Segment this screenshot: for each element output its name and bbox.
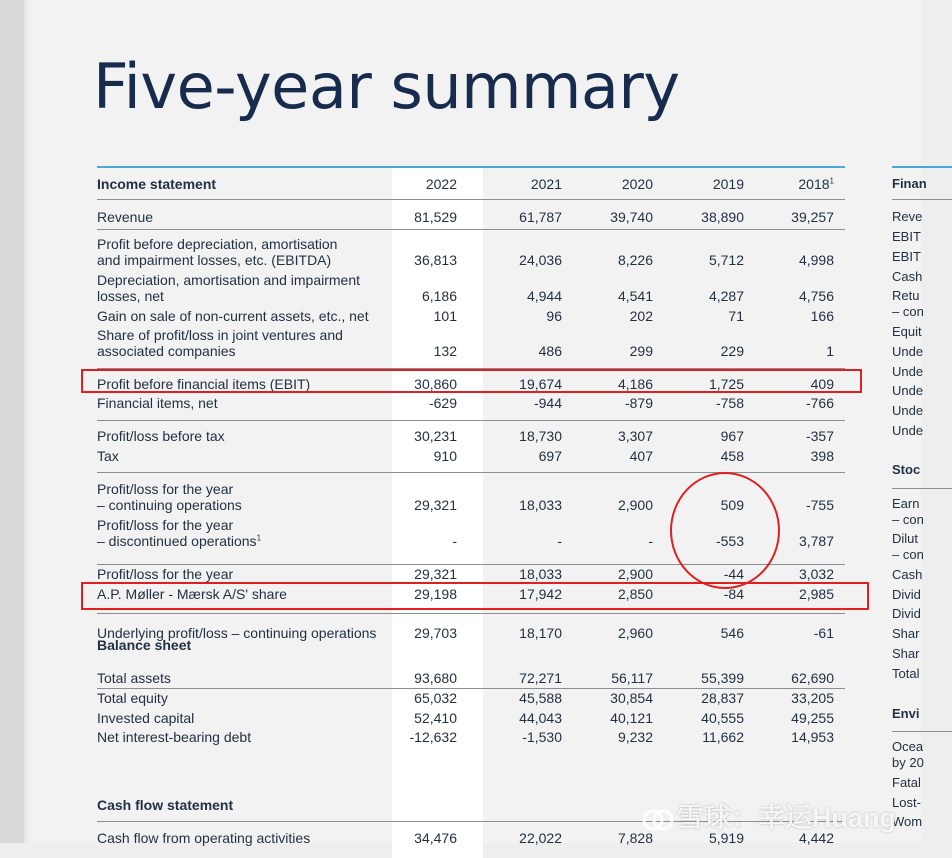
adjacent-row-label: Divid: [892, 587, 921, 602]
row-label-line: Net interest-bearing debt: [97, 729, 252, 745]
adjacent-row-label: Fatal: [892, 775, 921, 790]
cell-value: 40,121: [610, 710, 653, 726]
section-heading-label: Balance sheet: [97, 637, 192, 653]
cell-value: 18,033: [519, 566, 562, 582]
adjacent-row-label: – con: [892, 512, 924, 527]
cell-value: 9,232: [617, 729, 653, 745]
cell-value: 30,231: [414, 428, 457, 444]
cell-value: 4,541: [617, 288, 653, 304]
table-rule: [97, 420, 845, 421]
row-label-line: associated companies: [97, 343, 236, 359]
row-label: [97, 395, 397, 411]
row-label-line: Gain on sale of non-current assets, etc., net: [97, 308, 369, 324]
cell-value: 5,712: [708, 252, 744, 268]
cell-value: 34,476: [414, 830, 457, 846]
adjacent-row-label: – con: [892, 304, 924, 319]
cell-value: 3,787: [798, 533, 834, 549]
cell-value: 546: [720, 625, 744, 641]
cell-value: 2,900: [617, 497, 653, 513]
row-label: [97, 566, 397, 582]
cell-value: 4,186: [617, 376, 653, 392]
cell-value: 22,022: [519, 830, 562, 846]
cell-value: 19,674: [519, 376, 562, 392]
cell-value: 38,890: [701, 209, 744, 225]
highlight-box-maersk-share: [81, 582, 869, 610]
cell-value: 61,787: [519, 209, 562, 225]
row-label: [97, 308, 397, 324]
cell-value: -84: [723, 586, 744, 602]
adjacent-row-label: Retu: [892, 288, 920, 303]
adjacent-rule: [892, 731, 952, 732]
year-header: 2019: [712, 176, 744, 192]
row-label-line: Share of profit/loss in joint ventures and: [97, 327, 343, 343]
highlight-circle-2019: [670, 472, 780, 589]
row-label: [97, 272, 397, 304]
highlight-box-ebit: [81, 369, 862, 393]
adjacent-heading: Envi: [892, 706, 920, 721]
cell-value: 4,944: [526, 288, 562, 304]
cell-value: 96: [546, 308, 562, 324]
adjacent-heading: Finan: [892, 176, 927, 191]
cell-value: 29,321: [414, 497, 457, 513]
row-label-line: Profit before depreciation, amortisation: [97, 236, 338, 252]
row-label-line: Profit/loss for the year: [97, 517, 234, 533]
cell-value: 29,321: [414, 566, 457, 582]
cell-value: 55,399: [701, 670, 744, 686]
row-label: [97, 236, 397, 268]
adjacent-row-label: Unde: [892, 423, 924, 438]
cell-value: 29,198: [414, 586, 457, 602]
cell-value: 299: [629, 343, 653, 359]
cell-value: 967: [720, 428, 744, 444]
cell-value: 44,043: [519, 710, 562, 726]
cell-value: 697: [538, 448, 562, 464]
row-label-line: Underlying profit/loss – continuing operations: [97, 625, 377, 641]
cell-value: -553: [715, 533, 744, 549]
row-label-line: – discontinued operations: [97, 533, 257, 549]
row-label: [97, 517, 397, 549]
cell-value: -944: [533, 395, 562, 411]
row-label-line: A.P. Møller - Mærsk A/S' share: [97, 586, 287, 602]
cell-value: 398: [810, 448, 834, 464]
cell-value: 1,725: [708, 376, 744, 392]
year-header: 2020: [621, 176, 653, 192]
table-rule: [97, 688, 845, 689]
adjacent-column-clipped: [892, 0, 927, 843]
cell-value: 1: [826, 343, 834, 359]
adjacent-row-label: Ocea: [892, 739, 924, 754]
row-label: [97, 448, 397, 464]
cell-value: 509: [720, 497, 744, 513]
cell-value: -: [648, 533, 653, 549]
cell-value: 458: [720, 448, 744, 464]
cell-value: 2,985: [798, 586, 834, 602]
cell-value: -61: [813, 625, 834, 641]
highlight-column-2022: [392, 168, 483, 858]
adjacent-row-label: Cash: [892, 269, 923, 284]
cell-value: 17,942: [519, 586, 562, 602]
row-label: [97, 327, 397, 359]
row-label-line: Cash flow from operating activities: [97, 830, 311, 846]
cell-value: 39,257: [791, 209, 834, 225]
cell-value: 40,555: [701, 710, 744, 726]
cell-value: -1,530: [522, 729, 562, 745]
cell-value: 49,255: [791, 710, 834, 726]
cell-value: 229: [720, 343, 744, 359]
cell-value: 101: [433, 308, 457, 324]
row-label: [97, 428, 397, 444]
adjacent-rule: [892, 166, 952, 168]
cell-value: 2,960: [617, 625, 653, 641]
cell-value: 7,828: [617, 830, 653, 846]
cell-value: 3,307: [617, 428, 653, 444]
adjacent-row-label: Divid: [892, 606, 921, 621]
header-rule: [97, 199, 845, 200]
adjacent-rule: [892, 199, 952, 200]
row-label: [97, 670, 397, 686]
adjacent-row-label: Cash: [892, 567, 923, 582]
year-header: 2018$^1$: [798, 176, 834, 192]
row-label: [97, 710, 397, 726]
row-label-line: and impairment losses, etc. (EBITDA): [97, 252, 332, 268]
table-top-rule: [97, 166, 845, 168]
cell-value: 4,442: [798, 830, 834, 846]
cell-value: 52,410: [414, 710, 457, 726]
cell-value: 166: [810, 308, 834, 324]
row-label-line: Revenue: [97, 209, 154, 225]
cell-value: 33,205: [791, 690, 834, 706]
cell-value: 5,919: [708, 830, 744, 846]
adjacent-row-label: Total: [892, 666, 920, 681]
adjacent-row-label: by 20: [892, 755, 924, 770]
cell-value: 2,850: [617, 586, 653, 602]
row-label-line: Tax: [97, 448, 119, 464]
adjacent-row-label: Unde: [892, 383, 924, 398]
row-label: [97, 729, 397, 745]
cell-value: -: [557, 533, 562, 549]
adjacent-row-label: Reve: [892, 209, 923, 224]
section-heading-income: Income statement: [97, 176, 217, 192]
cell-value: 24,036: [519, 252, 562, 268]
adjacent-heading: Stoc: [892, 462, 921, 477]
adjacent-row-label: Unde: [892, 344, 924, 359]
cell-value: 409: [810, 376, 834, 392]
adjacent-row-label: – con: [892, 547, 924, 562]
adjacent-row-label: Earn: [892, 496, 920, 511]
section-heading-label: Cash flow statement: [97, 797, 234, 813]
cell-value: -: [452, 533, 457, 549]
cell-value: 2,900: [617, 566, 653, 582]
cell-value: -766: [805, 395, 834, 411]
row-label-line: Total equity: [97, 690, 168, 706]
page-title: Five-year summary: [93, 50, 680, 123]
cell-value: 18,170: [519, 625, 562, 641]
cell-value: -629: [428, 395, 457, 411]
cell-value: 30,860: [414, 376, 457, 392]
cell-value: -758: [715, 395, 744, 411]
year-header: 2021: [530, 176, 562, 192]
cell-value: -357: [805, 428, 834, 444]
adjacent-row-label: Unde: [892, 364, 924, 379]
cell-value: 36,813: [414, 252, 457, 268]
cell-value: 4,756: [798, 288, 834, 304]
row-label-line: losses, net: [97, 288, 164, 304]
cell-value: 93,680: [414, 670, 457, 686]
cell-value: 28,837: [701, 690, 744, 706]
row-label: [97, 830, 397, 846]
row-label-line: Financial items, net: [97, 395, 218, 411]
footnote-marker: 1: [256, 533, 262, 543]
row-label: [97, 690, 397, 706]
row-label-line: Profit before financial items (EBIT): [97, 376, 311, 392]
cell-value: 81,529: [414, 209, 457, 225]
cell-value: -44: [723, 566, 744, 582]
left-page-edge: [0, 0, 27, 843]
cell-value: 39,740: [610, 209, 653, 225]
watermark: 雪球：幸运Huang: [643, 796, 896, 835]
adjacent-row-label: Unde: [892, 403, 924, 418]
adjacent-row-label: EBIT: [892, 229, 921, 244]
cell-value: 29,703: [414, 625, 457, 641]
cell-value: 486: [538, 343, 562, 359]
cell-value: -879: [624, 395, 653, 411]
snowball-logo-icon: [643, 807, 673, 833]
row-label-line: Depreciation, amortisation and impairment: [97, 272, 361, 288]
adjacent-row-label: Wom: [892, 814, 923, 829]
cell-value: 72,271: [519, 670, 562, 686]
row-label-line: – continuing operations: [97, 497, 242, 513]
cell-value: -12,632: [409, 729, 457, 745]
row-label-line: Profit/loss before tax: [97, 428, 225, 444]
table-rule: [97, 229, 845, 230]
row-label-line: Profit/loss for the year: [97, 566, 234, 582]
row-label: [97, 481, 397, 513]
cell-value: 71: [728, 308, 744, 324]
adjacent-row-label: Dilut: [892, 531, 919, 546]
adjacent-rule: [892, 488, 952, 489]
cell-value: 56,117: [611, 670, 653, 686]
cell-value: 6,186: [421, 288, 457, 304]
year-header: 2022: [425, 176, 457, 192]
cell-value: 202: [629, 308, 653, 324]
cell-value: 62,690: [791, 670, 834, 686]
cell-value: 11,662: [702, 729, 744, 745]
cell-value: 3,032: [798, 566, 834, 582]
cell-value: 14,953: [791, 729, 834, 745]
cell-value: 65,032: [414, 690, 457, 706]
cell-value: 18,033: [519, 497, 562, 513]
cell-value: 132: [433, 343, 457, 359]
cell-value: 30,854: [610, 690, 653, 706]
adjacent-row-label: Equit: [892, 324, 922, 339]
adjacent-row-label: Lost-: [892, 795, 921, 810]
cell-value: 18,730: [519, 428, 562, 444]
cell-value: 407: [629, 448, 653, 464]
adjacent-row-label: Shar: [892, 626, 920, 641]
cell-value: 4,998: [798, 252, 834, 268]
cell-value: 910: [433, 448, 457, 464]
adjacent-row-label: Shar: [892, 646, 920, 661]
row-label-line: Invested capital: [97, 710, 195, 726]
row-label-line: Profit/loss for the year: [97, 481, 234, 497]
adjacent-row-label: EBIT: [892, 249, 921, 264]
row-label-line: Total assets: [97, 670, 171, 686]
row-label: [97, 209, 397, 225]
cell-value: 8,226: [617, 252, 653, 268]
cell-value: 45,588: [519, 690, 562, 706]
cell-value: 4,287: [708, 288, 744, 304]
cell-value: -755: [805, 497, 834, 513]
table-rule: [97, 613, 845, 614]
